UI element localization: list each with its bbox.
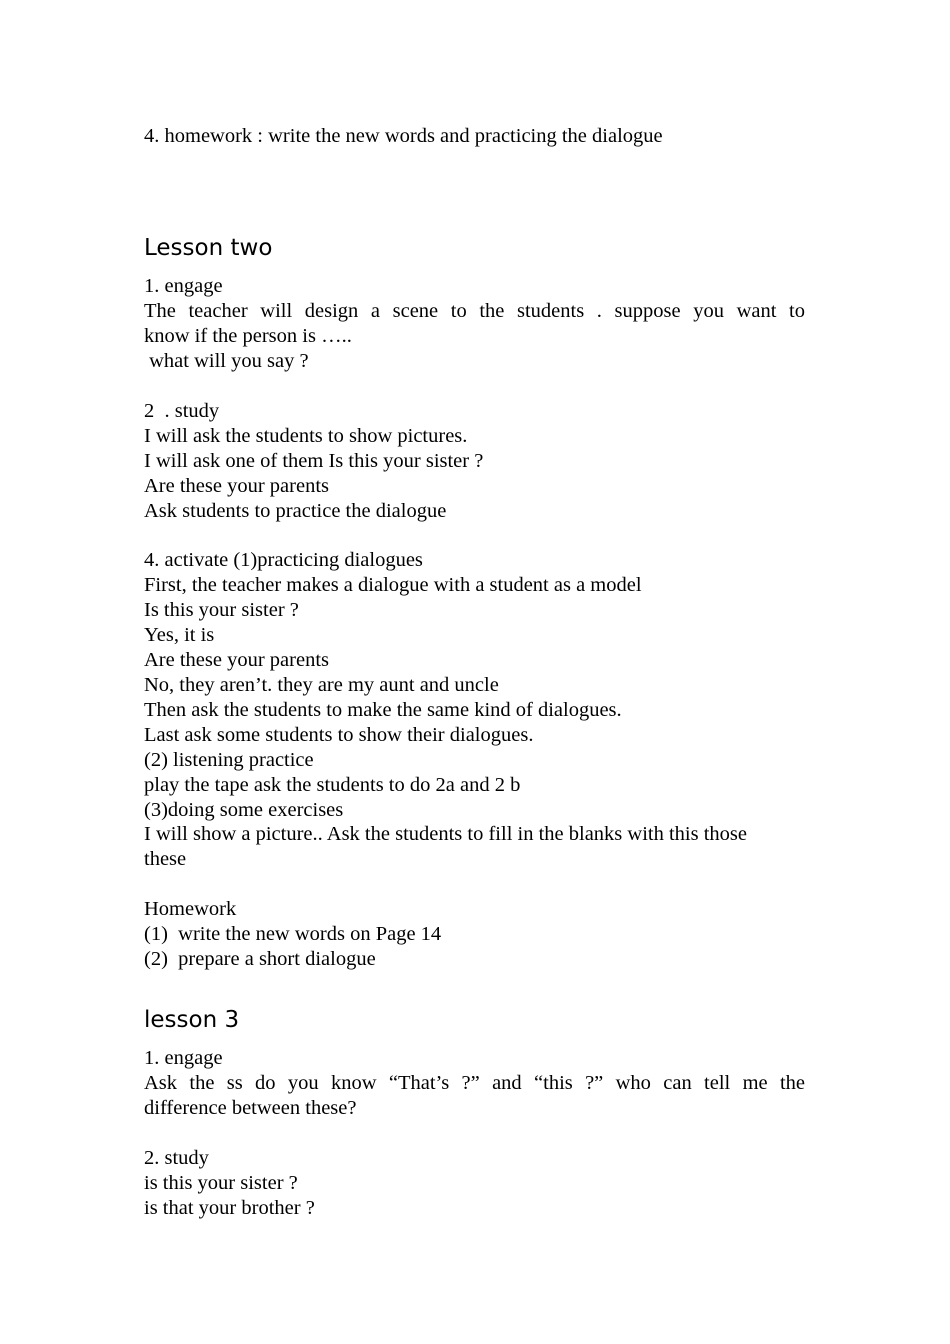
lesson-two-exercise-line: I will show a picture.. Ask the students to fill in the blanks with this those [144,823,747,845]
lesson-two-activate-line: Is this your sister ? [144,599,299,621]
lesson-two-homework-item: (1) write the new words on Page 14 [144,923,442,945]
lesson-two-activate-line: play the tape ask the students to do 2a and 2 b [144,774,521,796]
lesson-two-engage-line: The teacher will design a scene to the students . suppose you want to [144,300,805,322]
lesson-three-study-line: is this your sister ? [144,1172,298,1194]
lesson-two-activate-line: Last ask some students to show their dialogues. [144,724,534,746]
lesson-three-engage-line: difference between these? [144,1097,357,1119]
lesson-two-engage-line: what will you say ? [144,350,309,372]
lesson-three-engage-label: 1. engage [144,1047,223,1069]
homework-line: 4. homework : write the new words and practicing the dialogue [144,125,663,147]
lesson-two-exercise-line: these [144,848,187,870]
lesson-three-study-label: 2. study [144,1147,209,1169]
lesson-two-study-line: I will ask the students to show pictures. [144,425,468,447]
lesson-two-engage-label: 1. engage [144,275,223,297]
lesson-three-heading: lesson 3 [144,1007,240,1033]
lesson-two-activate-line: Yes, it is [144,624,215,646]
lesson-two-activate-line: (3)doing some exercises [144,799,344,821]
lesson-two-heading: Lesson two [144,235,273,261]
lesson-two-activate-line: Then ask the students to make the same kind of dialogues. [144,699,622,721]
lesson-three-study-line: is that your brother ? [144,1197,315,1219]
lesson-two-study-line: I will ask one of them Is this your sister ? [144,450,484,472]
lesson-two-engage-line: know if the person is ….. [144,325,352,347]
lesson-two-activate-line: Are these your parents [144,649,330,671]
lesson-two-activate-line: No, they aren’t. they are my aunt and uncle [144,674,499,696]
lesson-three-engage-line: Ask the ss do you know “That’s ?” and “this ?” who can tell me the [144,1072,805,1094]
lesson-two-study-label: 2 . study [144,400,220,422]
lesson-two-study-line: Are these your parents [144,475,330,497]
lesson-two-activate-line: (2) listening practice [144,749,314,771]
lesson-two-study-line: Ask students to practice the dialogue [144,500,447,522]
lesson-two-homework-item: (2) prepare a short dialogue [144,948,376,970]
lesson-two-homework-label: Homework [144,898,237,920]
lesson-two-activate-label: 4. activate (1)practicing dialogues [144,549,423,571]
lesson-two-activate-line: First, the teacher makes a dialogue with a student as a model [144,574,642,596]
